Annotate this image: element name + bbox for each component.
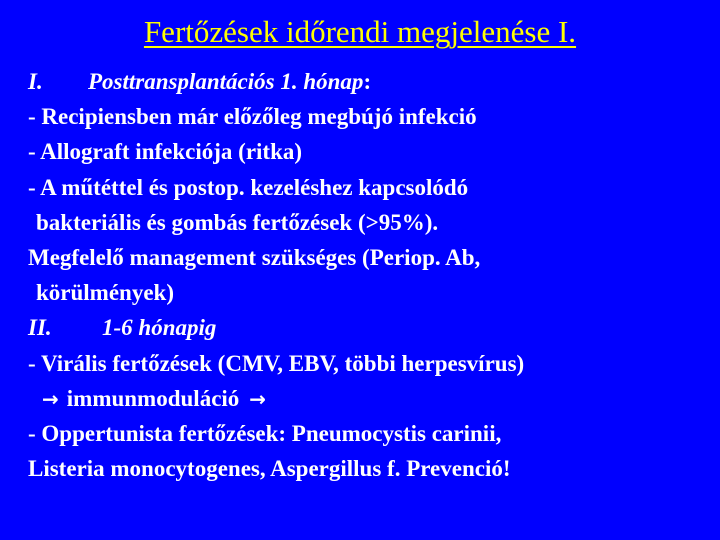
bullet-line: - Oppertunista fertőzések: Pneumocystis carinii, [28,420,502,446]
bullet-line: - Virális fertőzések (CMV, EBV, többi herpesvírus) [28,350,525,376]
section-heading-2 [28,310,708,345]
bullet-line: - Allograft infekciója (ritka) [28,139,303,165]
slide-body [28,64,708,486]
arrow-line [28,381,708,416]
text-line: Megfelelő management szükséges (Periop. Ab, [28,244,481,270]
bullet-line: - A műtéttel és postop. kezeléshez kapcsolódó [28,174,469,200]
arrow-line-text: immunmoduláció [66,385,240,411]
section-colon: : [363,69,372,94]
section-title: 1-6 hónapig [102,315,217,341]
bullet-line: - Recipiensben már előzőleg megbújó infekció [28,104,477,130]
continuation-line: körülmények) [36,280,174,306]
continuation-line: bakteriális és gombás fertőzések (>95%). [36,209,439,235]
text-line: Listeria monocytogenes, Aspergillus f. Prevenció! [28,456,511,482]
section-number: II. [28,315,52,341]
section-title: Posttransplantációs 1. hónap [88,69,364,94]
right-arrow-icon: → [249,386,267,411]
section-heading-1 [28,64,708,99]
slide-title: Fertőzések időrendi megjelenése I. [143,14,577,49]
right-arrow-icon: → [42,386,59,411]
section-number: I. [28,69,43,94]
